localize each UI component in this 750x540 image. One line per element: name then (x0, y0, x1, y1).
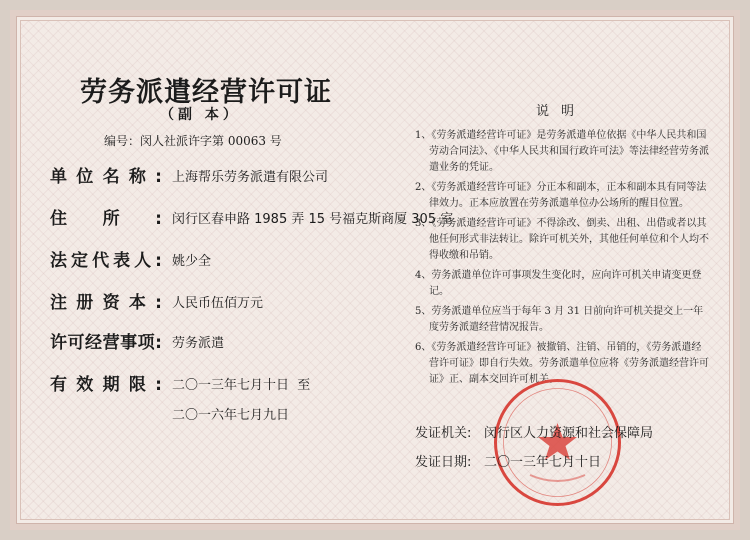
address-value: 闵行区春申路 1985 弄 15 号福克斯商厦 305 室 (172, 212, 454, 227)
note-item: 4、劳务派遣单位许可事项发生变化时，应向许可机关申请变更登记。 (415, 270, 702, 297)
note-item: 6、《劳务派遣经营许可证》被撤销、注销、吊销的，《劳务派遣经营许可证》即自行失效。劳务派遣单位应将《劳务派遣经营许可证》正、副本交回许可机关。 (415, 342, 709, 385)
validity-value-start: 二〇一三年七月十日 至 (172, 378, 311, 393)
note-item: 2、《劳务派遣经营许可证》分正本和副本，正本和副本具有同等法律效力。正本应放置在劳务派遣单位办公场所的醒目位置。 (415, 182, 707, 209)
issue-date-label: 发证日期: (415, 455, 472, 470)
issue-date-value: 二〇一三年七月十日 (484, 455, 602, 470)
note-item: 3、《劳务派遣经营许可证》不得涂改、倒卖、出租、出借或者以其他任何形式非法转让。除许可机关外，其他任何单位和个人均不得收缴和吊销。 (415, 218, 709, 261)
certificate-subtitle: （副 本） (160, 107, 241, 123)
capital-label: 注册资本: (50, 293, 162, 313)
legal-rep-label: 法定代表人: (50, 251, 162, 271)
capital-value: 人民币伍佰万元 (172, 296, 264, 311)
business-label: 许可经营事项: (50, 333, 162, 353)
issuer-label: 发证机关: (415, 426, 472, 441)
official-seal (490, 375, 625, 510)
validity-label: 有效期限: (50, 375, 162, 395)
legal-rep-value: 姚少全 (172, 254, 212, 269)
seal-arc (530, 475, 585, 481)
issuer-value: 闵行区人力资源和社会保障局 (484, 426, 654, 441)
notes-list (415, 128, 710, 392)
validity-value-end: 二〇一六年七月九日 (172, 408, 290, 423)
address-label: 住所: (50, 209, 162, 229)
business-value: 劳务派遣 (172, 336, 225, 351)
note-item: 5、劳务派遣单位应当于每年 3 月 31 日前向许可机关提交上一年度劳务派遣经营情况报告。 (415, 306, 704, 333)
unit-name-label: 单位名称: (50, 167, 162, 187)
note-item: 1、《劳务派遣经营许可证》是劳务派遣单位依据《中华人民共和国劳动合同法》、《中华人民共和国行政许可法》等法律经营劳务派遣业务的凭证。 (415, 130, 709, 173)
notes-title: 说明 (536, 104, 587, 119)
certificate-number: 编号：闵人社派许字第 00063 号 (104, 134, 282, 148)
certificate-title: 劳务派遣经营许可证 (80, 77, 332, 108)
unit-name-value: 上海帮乐劳务派遣有限公司 (172, 170, 329, 185)
